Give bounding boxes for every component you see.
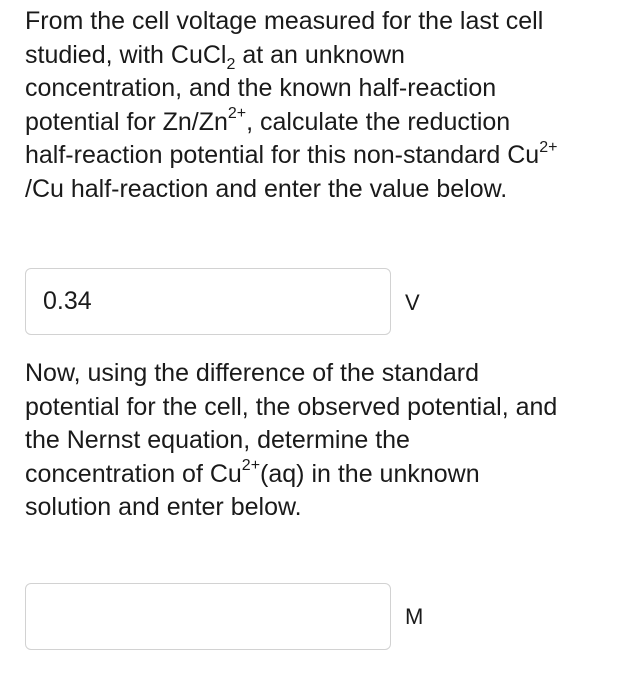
question-2-text [25,357,631,525]
q1-line-6: /Cu half-reaction and enter the value below. [25,174,508,203]
q1-line-5a: half-reaction potential for this non-standard Cu [25,141,540,170]
q1-superscript-cu: 2+ [539,139,558,157]
q2-line-2: potential for the cell, the observed potential, and [25,392,558,421]
q1-superscript-zn: 2+ [227,105,247,123]
question-1-text [25,5,631,207]
q1-subscript-2: 2 [226,55,236,73]
q2-superscript-cu: 2+ [241,457,261,475]
q1-line-1: From the cell voltage measured for the last cell [25,7,544,35]
volts-unit-label: V [405,290,420,315]
concentration-input[interactable] [25,583,391,650]
q2-line-5: solution and enter below. [25,493,302,522]
q2-line-4b: (aq) in the unknown [260,459,480,488]
q2-line-1: Now, using the difference of the standard [25,359,480,387]
molar-unit-label: M [405,604,424,629]
q1-line-4b: , calculate the reduction [246,107,511,136]
q1-line-3: concentration, and the known half-reaction [25,74,497,103]
reduction-potential-input[interactable] [25,268,391,335]
q2-line-4a: concentration of Cu [25,459,242,488]
q1-line-2b: at an unknown [235,40,405,69]
q2-line-3: the Nernst equation, determine the [25,426,410,455]
q1-line-2a: studied, with CuCl [25,40,227,69]
q1-line-4a: potential for Zn/Zn [25,107,228,136]
